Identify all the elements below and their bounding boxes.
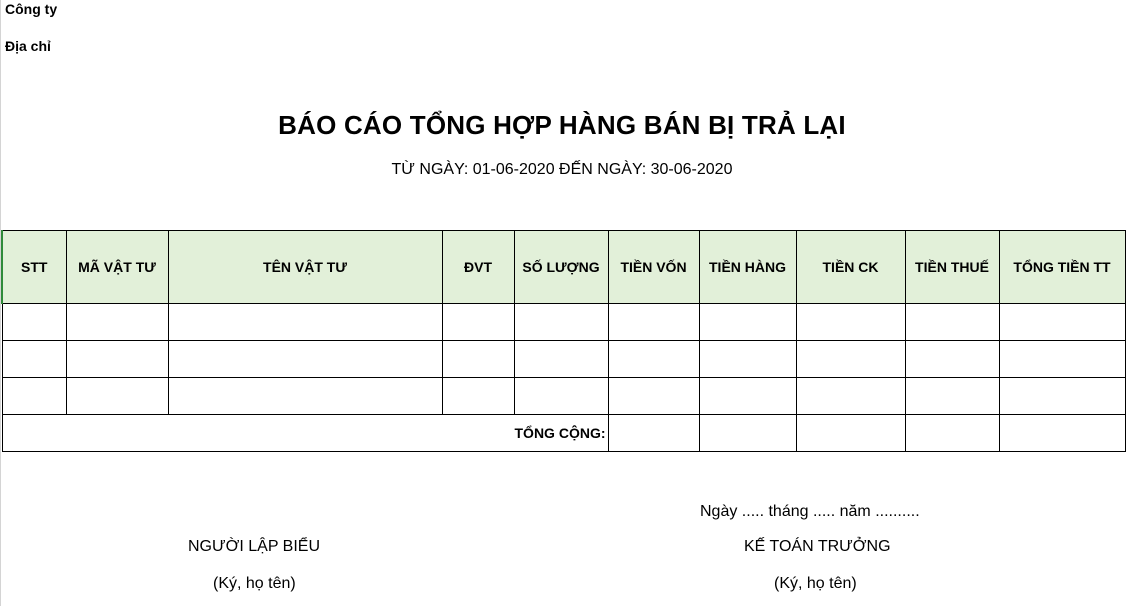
table-cell[interactable] [905, 378, 999, 415]
total-cell-tax[interactable] [905, 415, 999, 452]
table-cell[interactable] [608, 304, 699, 341]
total-cell-cost[interactable] [608, 415, 699, 452]
table-cell[interactable] [442, 341, 514, 378]
table-cell[interactable] [796, 341, 905, 378]
report-period: TỪ NGÀY: 01-06-2020 ĐẾN NGÀY: 30-06-2020 [391, 161, 733, 178]
table-cell[interactable] [168, 378, 442, 415]
table-row [2, 304, 1125, 341]
table-cell[interactable] [999, 304, 1125, 341]
table-cell[interactable] [442, 304, 514, 341]
column-header-goods-amount: TIỀN HÀNG [699, 231, 796, 304]
table-cell[interactable] [514, 378, 608, 415]
total-row [2, 415, 1125, 452]
company-label: Công ty [5, 1, 58, 17]
table-cell[interactable] [2, 378, 66, 415]
table-cell[interactable] [168, 341, 442, 378]
table-cell[interactable] [608, 378, 699, 415]
column-header-discount: TIỀN CK [796, 231, 905, 304]
column-header-tax: TIỀN THUẾ [905, 231, 999, 304]
table-cell[interactable] [66, 378, 168, 415]
table-cell[interactable] [796, 378, 905, 415]
table-cell[interactable] [699, 304, 796, 341]
table-cell[interactable] [514, 304, 608, 341]
table-cell[interactable] [2, 304, 66, 341]
table-cell[interactable] [699, 378, 796, 415]
address-label: Địa chỉ [5, 38, 51, 54]
table-cell[interactable] [999, 378, 1125, 415]
table-cell[interactable] [168, 304, 442, 341]
table-row [2, 378, 1125, 415]
table-cell[interactable] [2, 341, 66, 378]
table-cell[interactable] [699, 341, 796, 378]
report-table [1, 230, 1126, 452]
preparer-signature-title: NGƯỜI LẬP BIỂU [188, 538, 321, 555]
table-cell[interactable] [66, 304, 168, 341]
total-cell-goods-amount[interactable] [699, 415, 796, 452]
total-cell-total-payment[interactable] [999, 415, 1125, 452]
table-cell[interactable] [999, 341, 1125, 378]
report-title: BÁO CÁO TỔNG HỢP HÀNG BÁN BỊ TRẢ LẠI [278, 110, 846, 140]
column-header-item-code: MÃ VẬT TƯ [66, 231, 168, 304]
table-cell[interactable] [514, 341, 608, 378]
column-header-cost: TIỀN VỐN [608, 231, 699, 304]
table-header-row [2, 231, 1125, 304]
accountant-signature-note: (Ký, họ tên) [774, 575, 857, 592]
table-cell[interactable] [905, 341, 999, 378]
column-header-item-name: TÊN VẬT TƯ [168, 231, 442, 304]
total-label: TỔNG CỘNG: [2, 415, 608, 452]
preparer-signature-note: (Ký, họ tên) [213, 575, 296, 592]
table-cell[interactable] [442, 378, 514, 415]
column-header-stt: STT [2, 231, 66, 304]
column-header-unit: ĐVT [442, 231, 514, 304]
column-header-total-payment: TỔNG TIỀN TT [999, 231, 1125, 304]
accountant-signature-title: KẾ TOÁN TRƯỞNG [744, 538, 891, 555]
table-cell[interactable] [66, 341, 168, 378]
signature-date-line: Ngày ..... tháng ..... năm .......... [700, 503, 920, 520]
table-cell[interactable] [608, 341, 699, 378]
table-row [2, 341, 1125, 378]
table-cell[interactable] [796, 304, 905, 341]
total-cell-discount[interactable] [796, 415, 905, 452]
column-header-quantity: SỐ LƯỢNG [514, 231, 608, 304]
table-cell[interactable] [905, 304, 999, 341]
